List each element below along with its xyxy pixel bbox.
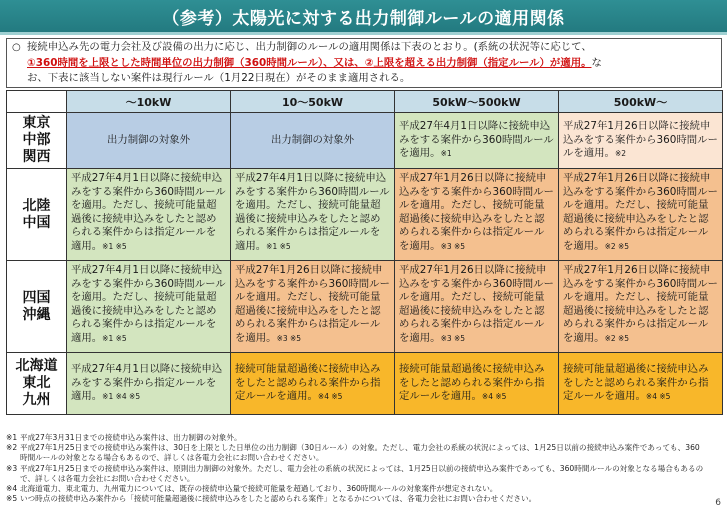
cell-note: ※4 ※5: [645, 392, 671, 402]
column-header: 50kW〜500kW: [395, 91, 559, 113]
cell-text: 平成27年1月26日以降に接続申込みをする案件から360時間ルールを適用。ただし、接続可能量超過後に接続申込みをしたと認められる案件からは指定ルールを適用。: [563, 264, 718, 344]
footnotes: [6, 433, 706, 504]
column-header: 10〜50kW: [231, 91, 395, 113]
cell-text: 平成27年1月26日以降に接続申込みをする案件から360時間ルールを適用。: [563, 120, 718, 160]
cell-text: 平成27年1月26日以降に接続申込みをする案件から360時間ルールを適用。ただし、接続可能量超過後に接続申込みをしたと認められる案件からは指定ルールを適用。: [235, 264, 390, 344]
intro-highlight: ①360時間を上限とした時間単位の出力制御（360時間ルール）、又は、②上限を超える出力制御（指定ルール）が適用。: [27, 56, 592, 69]
rule-cell: [231, 353, 395, 415]
rule-cell: [395, 113, 559, 169]
cell-note: ※1 ※5: [266, 241, 291, 251]
intro-box: [6, 38, 722, 88]
table-row: [7, 169, 723, 261]
rule-cell: [67, 169, 231, 261]
cell-note: ※3 ※5: [440, 333, 466, 343]
region-label: 北陸 中国: [7, 169, 67, 261]
footnote-mark: ※1: [6, 433, 18, 442]
cell-text: 平成27年1月26日以降に接続申込みをする案件から360時間ルールを適用。ただし、接続可能量超過後に接続申込みをしたと認められる案件からは指定ルールを適用。: [399, 172, 554, 252]
rule-cell: [559, 113, 723, 169]
cell-text: 平成27年4月1日以降に接続申込みをする案件から360時間ルールを適用。: [399, 120, 554, 160]
cell-text: 接続可能量超過後に接続申込みをしたと認められる案件から指定ルールを適用。: [235, 363, 381, 403]
rule-cell: [559, 353, 723, 415]
column-header: 〜10kW: [67, 91, 231, 113]
footnote-text: 平成27年1月25日までの接続申込み案件は、原則出力制御の対象外。ただし、電力会社の系統の状況によっては、1月25日以前の接続申込み案件であっても、360時間ルールの対象となる場合もあるので、詳しくは各電力会社にお問い合わせください。: [20, 463, 704, 483]
footnote-mark: ※3: [6, 463, 18, 473]
cell-note: ※2 ※5: [604, 241, 630, 251]
intro-text-1: 接続申込み先の電力会社及び設備の出力に応じ、出力制御のルールの適用関係は下表のとおり。(系統の状況等に応じて、: [27, 41, 592, 53]
cell-note: ※1: [440, 149, 452, 159]
region-label: 北海道 東北 九州: [7, 353, 67, 415]
cell-text: 平成27年4月1日以降に接続申込みをする案件から360時間ルールを適用。ただし、接続可能量超過後に接続申込みをしたと認められる案件からは指定ルールを適用。: [235, 172, 390, 252]
table-row: [7, 261, 723, 353]
footnote-text: 平成27年1月25日までの接続申込み案件は、30日を上限とした日単位の出力制御（30日ルール）の対象。ただし、電力会社の系統の状況によっては、1月25日以前の接続申込み案件であっても、360時間ルールの対象となる場合もあるので、詳しくは各電力会社にお問い合わせください。: [20, 443, 700, 463]
footnote: [6, 494, 706, 504]
table-row: [7, 113, 723, 169]
cell-note: ※1 ※5: [102, 333, 127, 343]
region-label: 四国 沖縄: [7, 261, 67, 353]
rule-cell: [231, 113, 395, 169]
column-header: 500kW〜: [559, 91, 723, 113]
cell-note: ※4 ※5: [481, 392, 507, 402]
rule-cell: [67, 353, 231, 415]
footnote: [6, 484, 706, 494]
table-corner: [7, 91, 67, 113]
table-row: [7, 353, 723, 415]
table-header-row: [7, 91, 723, 113]
cell-note: ※1 ※4 ※5: [102, 392, 141, 402]
title-underline: [0, 32, 727, 35]
rule-cell: [67, 113, 231, 169]
footnote: [6, 464, 706, 484]
footnote: [6, 443, 706, 463]
rules-table: [6, 90, 723, 415]
cell-note: ※3 ※5: [440, 241, 466, 251]
rule-cell: [67, 261, 231, 353]
rule-cell: [231, 261, 395, 353]
bullet-icon: ○: [12, 42, 21, 53]
rule-cell: [231, 169, 395, 261]
page-number: 6: [715, 498, 721, 508]
cell-text: 平成27年4月1日以降に接続申込みをする案件から360時間ルールを適用。ただし、接続可能量超過後に接続申込みをしたと認められる案件からは指定ルールを適用。: [71, 264, 226, 344]
rule-cell: [559, 169, 723, 261]
rule-cell: [559, 261, 723, 353]
footnote-mark: ※4: [6, 484, 18, 494]
intro-text-2: な: [591, 56, 602, 69]
rule-cell: [395, 353, 559, 415]
rule-cell: [395, 169, 559, 261]
footnote-mark: ※5: [6, 494, 18, 504]
footnote-mark: ※2: [6, 443, 18, 453]
footnote-text: 北海道電力、東北電力、九州電力については、既存の接続申込量で接続可能量を超過しており、360時間ルールの対象案件が想定されない。: [20, 484, 498, 494]
rule-cell: [395, 261, 559, 353]
cell-note: ※2: [614, 149, 627, 159]
cell-text: 平成27年1月26日以降に接続申込みをする案件から360時間ルールを適用。ただし、接続可能量超過後に接続申込みをしたと認められる案件からは指定ルールを適用。: [399, 264, 554, 344]
cell-text: 出力制御の対象外: [106, 133, 191, 146]
cell-text: 接続可能量超過後に接続申込みをしたと認められる案件から指定ルールを適用。: [399, 363, 545, 403]
region-label: 東京 中部 関西: [7, 113, 67, 169]
cell-text: 平成27年4月1日以降に接続申込みをする案件から360時間ルールを適用。ただし、接続可能量超過後に接続申込みをしたと認められる案件からは指定ルールを適用。: [71, 172, 226, 252]
cell-text: 接続可能量超過後に接続申込みをしたと認められる案件から指定ルールを適用。: [563, 363, 709, 403]
intro-text-3: お、下表に該当しない案件は現行ルール（1月22日現在）がそのまま適用される。: [27, 72, 411, 84]
cell-note: ※2 ※5: [604, 333, 630, 343]
cell-text: 平成27年1月26日以降に接続申込みをする案件から360時間ルールを適用。ただし、接続可能量超過後に接続申込みをしたと認められる案件からは指定ルールを適用。: [563, 172, 718, 252]
footnote: [6, 433, 706, 443]
page-title: （参考）太陽光に対する出力制御ルールの適用関係: [0, 0, 727, 32]
cell-text: 出力制御の対象外: [270, 133, 355, 146]
footnote-text: いつ時点の接続申込み案件から「接続可能量超過後に接続申込みをしたと認められる案件」となるかについては、各電力会社にお問い合わせください。: [20, 494, 537, 504]
cell-note: ※4 ※5: [317, 392, 343, 402]
footnote-text: 平成27年3月31日までの接続申込み案件は、出力制御の対象外。: [20, 433, 242, 442]
cell-note: ※1 ※5: [102, 241, 127, 251]
cell-note: ※3 ※5: [276, 333, 302, 343]
cell-text: 平成27年4月1日以降に接続申込みをする案件から指定ルールを適用。: [71, 363, 223, 403]
